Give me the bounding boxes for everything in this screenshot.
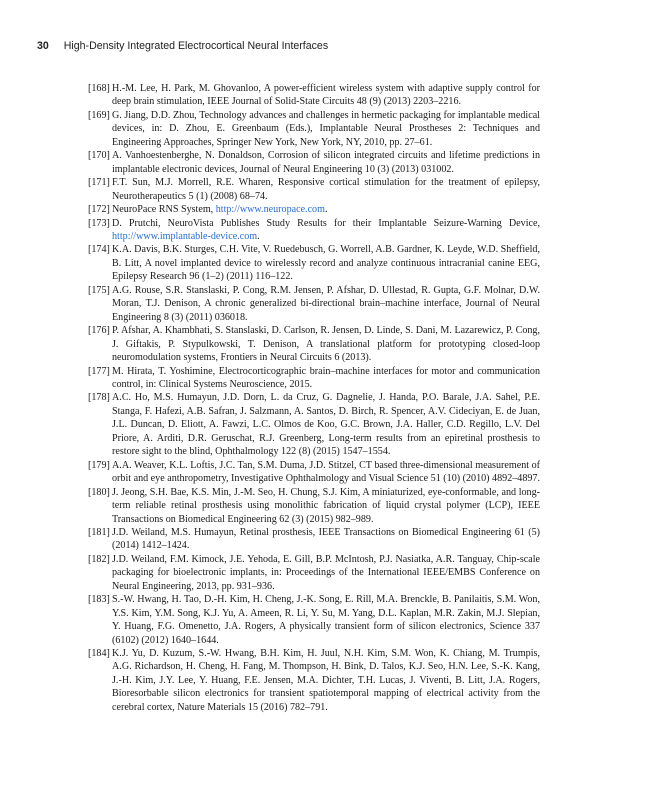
reference-item xyxy=(88,365,540,392)
reference-item xyxy=(88,109,540,149)
reference-suffix: . xyxy=(257,230,260,242)
reference-item xyxy=(88,459,540,486)
reference-text: H.-M. Lee, H. Park, M. Ghovanloo, A power-efficient wireless system with adaptive supply control for deep brain stimulation, IEEE Journal of Solid-State Circuits 48 (9) (2013) 2203–2216. xyxy=(112,83,540,108)
reference-label: [174] xyxy=(88,244,110,256)
reference-suffix: . xyxy=(324,204,328,216)
reference-item xyxy=(88,149,540,176)
reference-item xyxy=(88,553,540,593)
reference-text: A. Vanhoestenberghe, N. Donaldson, Corrosion of silicon integrated circuits and lifetime predictions in implantable electronic devices, Journal of Neural Engineering 10 (3) (2013) 031002. xyxy=(112,150,540,175)
reference-text: NeuroPace RNS System, xyxy=(112,204,216,216)
reference-text: K.A. Davis, B.K. Sturges, C.H. Vite, V. Ruedebusch, G. Worrell, A.B. Gardner, K. Leyde, W.D. Sheffield, B. Litt, A novel implanted device to wirelessly record and analyze continuous intracranial canine EEG, Epilepsy Research 96 (1–2) (2011) 116–122. xyxy=(112,244,540,283)
reference-label: [176] xyxy=(88,325,110,337)
running-title: High-Density Integrated Electrocortical Neural Interfaces xyxy=(63,40,329,52)
reference-item xyxy=(88,324,540,364)
reference-text: J.D. Weiland, F.M. Kimock, J.E. Yehoda, E. Gill, B.P. McIntosh, P.J. Nasiatka, A.R. Tanguay, Chip-scale packaging for bioelectronic implants, in: Proceedings of the International IEEE/EMBS Conference on Neural Engineering, 2013, pp. 931–936. xyxy=(112,553,540,592)
reference-text: A.C. Ho, M.S. Humayun, J.D. Dorn, L. da Cruz, G. Dagnelie, J. Handa, P.O. Barale, J.A. Sahel, P.E. Stanga, F. Hafezi, A.B. Safran, J. Salzmann, A. Santos, D. Birch, R. Spencer, A.V. Cideciyan, E. de Juan, J.L. Duncan, D. Eliott, A. Fawzi, L.C. Olmos de Koo, G.C. Brown, J.A. Haller, C.D. Regillo, L.V. Del Priore, A. Arditi, D.R. Geruschat, R.J. Greenberg, Long-term results from an epiretinal prosthesis to restore sight to the blind, Ophthalmology 122 (8) (2015) 1547–1554. xyxy=(112,392,540,458)
reference-text: F.T. Sun, M.J. Morrell, R.E. Wharen, Responsive cortical stimulation for the treatment of epilepsy, Neurotherapeutics 5 (1) (2008) 68–74. xyxy=(112,177,540,202)
reference-link[interactable]: http://www.implantable-device.com xyxy=(112,230,258,242)
running-header xyxy=(37,40,597,52)
reference-label: [170] xyxy=(88,150,110,162)
page-number: 30 xyxy=(37,40,49,52)
reference-label: [178] xyxy=(88,392,110,404)
reference-text: G. Jiang, D.D. Zhou, Technology advances and challenges in hermetic packaging for implantable medical devices, in: D. Zhou, E. Greenbaum (Eds.), Implantable Neural Prostheses 2: Techniques and Engineering Approaches, Springer New York, New York, NY, 2010, pp. 27–61. xyxy=(112,109,540,148)
reference-item xyxy=(88,486,540,526)
reference-text: A.G. Rouse, S.R. Stanslaski, P. Cong, R.M. Jensen, P. Afshar, D. Ullestad, R. Gupta, G.F. Molnar, D.W. Moran, T.J. Denison, A chronic generalized bi-directional brain–machine interface, Journal of Neural Engineering 8 (3) (2011) 036018. xyxy=(112,284,540,323)
reference-item xyxy=(88,647,540,714)
reference-item xyxy=(88,203,540,216)
reference-label: [175] xyxy=(88,284,110,296)
reference-label: [168] xyxy=(88,83,110,94)
reference-item xyxy=(88,243,540,283)
reference-text: K.J. Yu, D. Kuzum, S.-W. Hwang, B.H. Kim, H. Juul, N.H. Kim, S.M. Won, K. Chiang, M. Trumpis, A.G. Richardson, H. Cheng, H. Fang, M. Thompson, H. Bink, D. Talos, K.J. Seo, H.N. Lee, S.-K. Kang, J.-H. Kim, J.Y. Lee, Y. Huang, F.E. Jensen, M.A. Dichter, T.H. Lucas, J. Viventi, B. Litt, J.A. Rogers, Bioresorbable silicon electronics for transient spatiotemporal mapping of electrical activity from the cerebral cortex, Nature Materials 15 (2016) 782–791. xyxy=(112,648,540,713)
reference-text: M. Hirata, T. Yoshimine, Electrocorticographic brain–machine interfaces for motor and communication control, in: Clinical Systems Neuroscience, 2015. xyxy=(112,365,540,390)
reference-text: J.D. Weiland, M.S. Humayun, Retinal prosthesis, IEEE Transactions on Biomedical Engineering 61 (5) (2014) 1412–1424. xyxy=(112,526,540,552)
reference-label: [169] xyxy=(88,109,110,121)
reference-list xyxy=(88,82,540,714)
reference-text: A.A. Weaver, K.L. Loftis, J.C. Tan, S.M. Duma, J.D. Stitzel, CT based three-dimensional measurement of orbit and eye anthropometry, Investigative Ophthalmology and Visual Science 51 (10) (2010) 4892–4897. xyxy=(112,459,541,485)
reference-item xyxy=(88,391,540,458)
reference-label: [180] xyxy=(88,486,110,498)
reference-item xyxy=(88,593,540,647)
reference-label: [173] xyxy=(88,217,110,229)
reference-label: [181] xyxy=(88,526,110,538)
reference-label: [179] xyxy=(88,459,110,471)
reference-item xyxy=(88,284,540,324)
reference-label: [177] xyxy=(88,365,110,377)
reference-label: [183] xyxy=(88,594,110,606)
reference-link[interactable]: http://www.neuropace.com xyxy=(215,204,325,216)
reference-item xyxy=(88,176,540,203)
reference-item xyxy=(88,82,540,109)
reference-label: [171] xyxy=(88,177,110,189)
reference-label: [184] xyxy=(88,648,110,660)
reference-text: P. Afshar, A. Khambhati, S. Stanslaski, D. Carlson, R. Jensen, D. Linde, S. Dani, M. Lazarewicz, P. Cong, J. Giftakis, P. Stypulkowski, T. Denison, A translational platform for prototyping closed-loop neuromodulation systems, Frontiers in Neural Circuits 6 (2013). xyxy=(112,325,540,364)
reference-item xyxy=(88,217,540,244)
reference-label: [172] xyxy=(88,204,110,216)
reference-text: S.-W. Hwang, H. Tao, D.-H. Kim, H. Cheng, J.-K. Song, E. Rill, M.A. Brenckle, B. Panilaitis, S.M. Won, Y.S. Kim, Y.M. Song, K.J. Yu, A. Ameen, R. Li, Y. Su, M. Yang, D.L. Kaplan, M.R. Zakin, M.J. Slepian, Y. Huang, F.G. Omenetto, J.A. Rogers, A physically transient form of silicon electronics, Science 337 (6102) (2012) 1640–1644. xyxy=(112,594,540,646)
reference-text: D. Prutchi, NeuroVista Publishes Study Results for their Implantable Seizure-Warning Device, xyxy=(112,217,540,229)
reference-text: J. Jeong, S.H. Bae, K.S. Min, J.-M. Seo, H. Chung, S.J. Kim, A miniaturized, eye-conformable, and long-term reliable retinal prosthesis using monolithic fabrication of liquid crystal polymer (LCP), IEEE Transactions on Biomedical Engineering 62 (3) (2015) 982–989. xyxy=(112,486,540,525)
reference-item xyxy=(88,526,540,553)
reference-label: [182] xyxy=(88,553,110,565)
